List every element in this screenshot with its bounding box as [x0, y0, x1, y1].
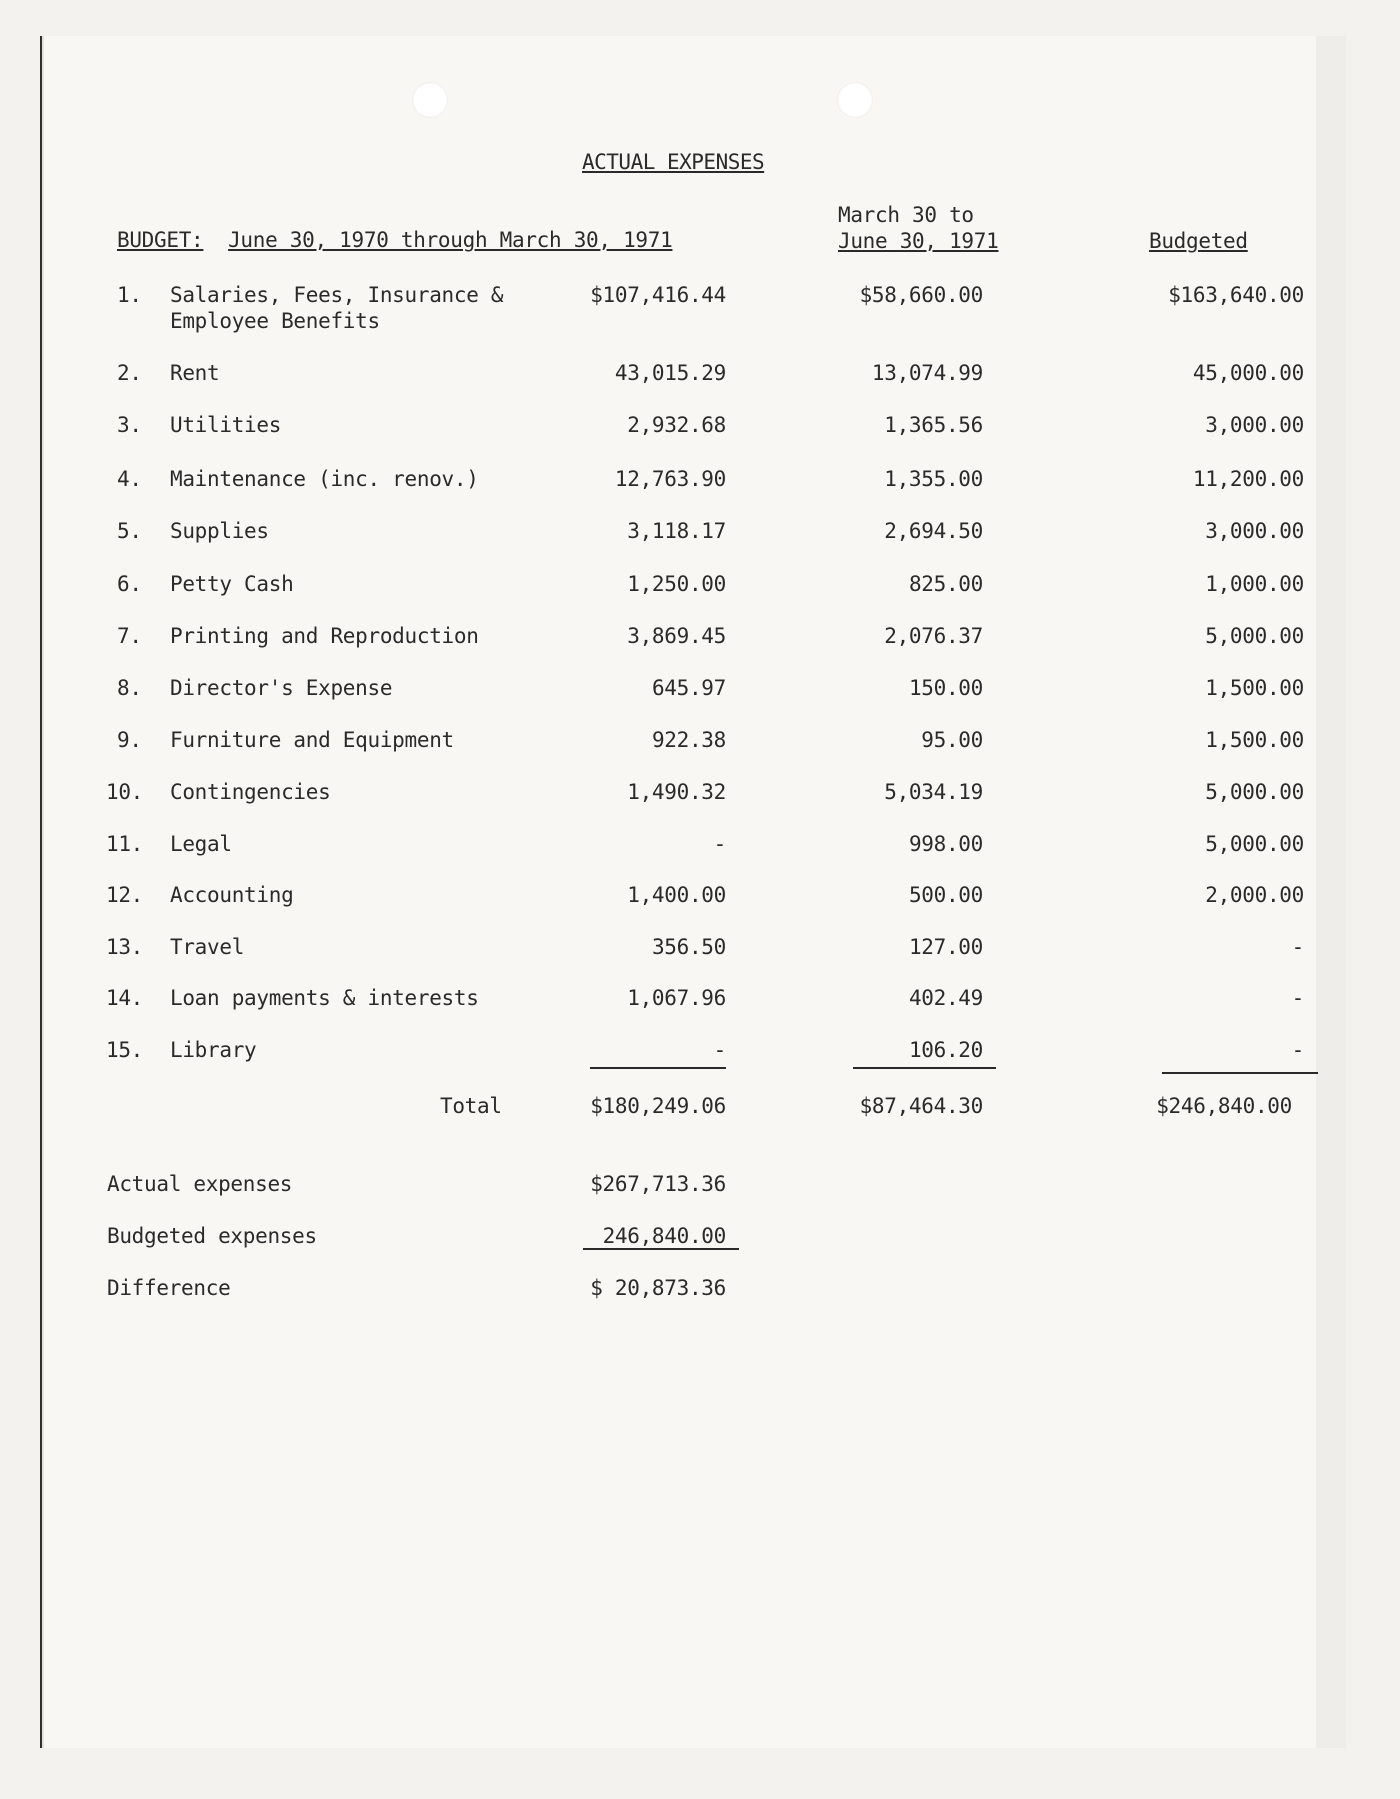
- row-label: Accounting: [170, 883, 294, 907]
- period2-total-rule: [853, 1067, 996, 1069]
- row-actual: -: [713, 832, 726, 856]
- punch-hole-right: [837, 82, 873, 118]
- row-actual: 12,763.90: [614, 467, 726, 491]
- row-period2: 1,355.00: [884, 467, 983, 491]
- period2-header-line2: June 30, 1971: [838, 229, 999, 253]
- row-budgeted: 5,000.00: [1205, 780, 1304, 804]
- summary-actual-label: Actual expenses: [107, 1172, 293, 1196]
- row-label: Contingencies: [170, 780, 331, 804]
- total-actual: $180,249.06: [590, 1094, 726, 1118]
- row-label: Furniture and Equipment: [170, 728, 454, 752]
- row-period2: 2,076.37: [884, 624, 983, 648]
- row-actual: 1,067.96: [627, 986, 726, 1010]
- row-actual: $107,416.44: [590, 283, 726, 307]
- row-period2: 1,365.56: [884, 413, 983, 437]
- row-number: 8.: [117, 676, 142, 700]
- row-label: Utilities: [170, 413, 282, 437]
- row-period2: $58,660.00: [859, 283, 983, 307]
- row-label: Library: [170, 1038, 257, 1062]
- row-period2: 13,074.99: [871, 361, 983, 385]
- summary-rule: [583, 1248, 739, 1250]
- row-actual: 1,490.32: [627, 780, 726, 804]
- row-actual: 2,932.68: [627, 413, 726, 437]
- row-budgeted: $163,640.00: [1168, 283, 1304, 307]
- row-period2: 998.00: [908, 832, 983, 856]
- row-period2: 5,034.19: [884, 780, 983, 804]
- budgeted-total-rule: [1162, 1072, 1318, 1074]
- row-number: 5.: [117, 519, 142, 543]
- row-budgeted: 5,000.00: [1205, 624, 1304, 648]
- row-label: Salaries, Fees, Insurance &: [170, 283, 504, 307]
- row-label: Travel: [170, 935, 245, 959]
- budget-header: [117, 228, 672, 252]
- summary-budgeted-label: Budgeted expenses: [107, 1224, 317, 1248]
- row-label: Loan payments & interests: [170, 986, 479, 1010]
- row-label-line2: Employee Benefits: [170, 309, 380, 333]
- row-period2: 150.00: [908, 676, 983, 700]
- document-title: ACTUAL EXPENSES: [582, 150, 765, 174]
- row-period2: 127.00: [908, 935, 983, 959]
- row-actual: 645.97: [651, 676, 726, 700]
- row-period2: 825.00: [908, 572, 983, 596]
- row-budgeted: 1,500.00: [1205, 728, 1304, 752]
- row-number: 14.: [106, 986, 144, 1010]
- summary-difference-value: $ 20,873.36: [590, 1276, 726, 1300]
- row-period2: 95.00: [921, 728, 983, 752]
- total-period2: $87,464.30: [859, 1094, 983, 1118]
- actual-total-rule: [590, 1067, 726, 1069]
- row-actual: 3,118.17: [627, 519, 726, 543]
- row-budgeted: 2,000.00: [1205, 883, 1304, 907]
- row-number: 12.: [106, 883, 144, 907]
- row-number: 7.: [117, 624, 142, 648]
- row-period2: 500.00: [908, 883, 983, 907]
- row-budgeted: -: [1291, 1038, 1304, 1062]
- row-budgeted: 11,200.00: [1192, 467, 1304, 491]
- row-number: 9.: [117, 728, 142, 752]
- row-number: 15.: [106, 1038, 144, 1062]
- row-number: 3.: [117, 413, 142, 437]
- row-actual: 43,015.29: [614, 361, 726, 385]
- row-label: Petty Cash: [170, 572, 294, 596]
- row-actual: 1,400.00: [627, 883, 726, 907]
- row-budgeted: -: [1291, 986, 1304, 1010]
- row-actual: -: [713, 1038, 726, 1062]
- row-period2: 2,694.50: [884, 519, 983, 543]
- row-number: 1.: [117, 283, 142, 307]
- summary-difference-label: Difference: [107, 1276, 231, 1300]
- row-number: 2.: [117, 361, 142, 385]
- summary-actual-value: $267,713.36: [590, 1172, 726, 1196]
- total-label: Total: [440, 1094, 502, 1118]
- budget-period: June 30, 1970 through March 30, 1971: [228, 228, 673, 252]
- row-label: Rent: [170, 361, 220, 385]
- row-number: 6.: [117, 572, 142, 596]
- row-budgeted: 5,000.00: [1205, 832, 1304, 856]
- page-edge: [1316, 36, 1346, 1748]
- row-budgeted: 3,000.00: [1205, 519, 1304, 543]
- row-number: 4.: [117, 467, 142, 491]
- budget-label: BUDGET:: [117, 228, 204, 252]
- row-number: 10.: [106, 780, 144, 804]
- summary-budgeted-value: 246,840.00: [602, 1224, 726, 1248]
- row-budgeted: -: [1291, 935, 1304, 959]
- row-actual: 3,869.45: [627, 624, 726, 648]
- row-actual: 922.38: [651, 728, 726, 752]
- row-budgeted: 45,000.00: [1192, 361, 1304, 385]
- row-number: 13.: [106, 935, 144, 959]
- budgeted-header: Budgeted: [1149, 229, 1248, 253]
- punch-hole-left: [412, 82, 448, 118]
- period2-header-line1: March 30 to: [838, 203, 974, 227]
- row-label: Legal: [170, 832, 232, 856]
- row-period2: 402.49: [908, 986, 983, 1010]
- total-budgeted: $246,840.00: [1156, 1094, 1292, 1118]
- row-number: 11.: [106, 832, 144, 856]
- row-budgeted: 1,000.00: [1205, 572, 1304, 596]
- row-actual: 1,250.00: [627, 572, 726, 596]
- row-label: Printing and Reproduction: [170, 624, 479, 648]
- row-label: Supplies: [170, 519, 269, 543]
- row-budgeted: 1,500.00: [1205, 676, 1304, 700]
- row-label: Director's Expense: [170, 676, 393, 700]
- row-period2: 106.20: [908, 1038, 983, 1062]
- row-actual: 356.50: [651, 935, 726, 959]
- row-budgeted: 3,000.00: [1205, 413, 1304, 437]
- row-label: Maintenance (inc. renov.): [170, 467, 479, 491]
